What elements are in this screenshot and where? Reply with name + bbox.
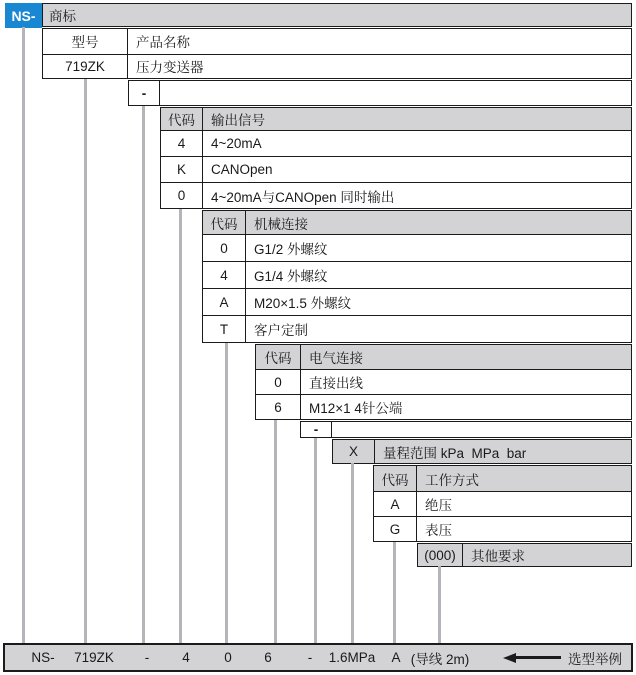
other-label-cell: 其他要求 (471, 549, 525, 564)
example-part-output: 4 (182, 650, 190, 665)
separator2-inner-row (301, 422, 631, 437)
code-cell: 4 (203, 262, 246, 288)
output-signal-header-row (161, 108, 631, 130)
output-signal-row (161, 156, 631, 182)
selection-example-bar (3, 643, 633, 672)
model-value-cell: 719ZK (43, 55, 128, 79)
electrical-row (256, 394, 631, 419)
code-header-cell: 代码 (374, 466, 417, 491)
electrical-header-label: 电气连接 (309, 351, 363, 366)
left-arrow-icon (503, 645, 561, 670)
other-requirements-row (417, 543, 632, 567)
other-requirements-inner-row (418, 544, 631, 566)
working-mode-header-row (374, 466, 631, 491)
connector-line (438, 566, 441, 645)
example-caption: 选型举例 (568, 651, 622, 667)
electrical-header-row (256, 345, 631, 369)
connector-line (22, 27, 25, 645)
separator2-dash-cell: - (301, 422, 332, 437)
output-signal-row (161, 130, 631, 156)
mechanical-header-label: 机械连接 (254, 216, 308, 232)
code-cell: 0 (161, 183, 203, 208)
code-cell: G (374, 517, 417, 541)
product-name-value-cell: 压力变送器 (136, 60, 204, 76)
connector-line (274, 420, 277, 645)
model-header-row (43, 29, 631, 54)
example-part-dash1: - (144, 650, 150, 665)
code-cell: 4 (161, 131, 203, 156)
label-cell: 客户定制 (254, 323, 308, 338)
mechanical-header-row (203, 211, 631, 234)
connector-line (179, 209, 182, 645)
code-cell: A (203, 289, 246, 315)
connector-line (393, 542, 396, 645)
label-cell: 4~20mA与CANOpen 同时输出 (211, 189, 395, 205)
code-cell: 0 (203, 235, 246, 261)
label-cell: 4~20mA (211, 136, 262, 151)
code-cell: 0 (256, 370, 301, 394)
working-mode-row (374, 491, 631, 516)
label-cell: CANOpen (211, 162, 273, 177)
mechanical-table (202, 210, 632, 343)
label-cell: 绝压 (425, 498, 452, 513)
separator2-row (300, 421, 632, 438)
label-cell: M12×1 4针公端 (309, 401, 403, 416)
model-table (42, 28, 632, 79)
example-part-mechanical: 0 (224, 650, 232, 665)
label-cell: 直接出线 (309, 376, 363, 391)
working-mode-header-label: 工作方式 (425, 472, 479, 488)
example-part-model: 719ZK (74, 650, 114, 665)
separator1-inner-row (129, 81, 631, 105)
mechanical-row (203, 261, 631, 288)
connector-line (142, 106, 145, 645)
model-value-row (43, 54, 631, 79)
connector-line (84, 79, 87, 645)
code-cell: K (161, 157, 203, 182)
electrical-row (256, 369, 631, 394)
label-cell: G1/2 外螺纹 (254, 242, 328, 257)
example-part-dash2: - (307, 650, 313, 665)
output-signal-table (160, 107, 632, 209)
electrical-table (255, 344, 632, 420)
model-header-cell: 型号 (43, 29, 128, 54)
brand-prefix-text: NS- (11, 7, 36, 24)
mechanical-row (203, 315, 631, 342)
example-part-range: 1.6MPa (328, 650, 376, 665)
connector-line (351, 463, 354, 645)
trademark-label: 商标 (49, 9, 76, 24)
label-cell: M20×1.5 外螺纹 (254, 296, 352, 311)
range-code-cell: X (333, 440, 375, 463)
code-header-cell: 代码 (203, 211, 246, 234)
separator1-empty-cell (160, 81, 631, 105)
label-cell: G1/4 外螺纹 (254, 269, 328, 284)
range-inner-row (333, 440, 631, 463)
connector-line (225, 343, 228, 645)
example-part-brand: NS- (31, 650, 55, 665)
mechanical-row (203, 288, 631, 315)
separator1-row (128, 80, 632, 106)
code-header-cell: 代码 (256, 345, 301, 369)
range-row (332, 439, 632, 464)
connector-line (314, 438, 317, 645)
other-code-cell: (000) (418, 544, 463, 566)
brand-prefix-box (5, 3, 42, 28)
code-header-cell: 代码 (161, 108, 203, 130)
trademark-header-row (43, 4, 631, 26)
example-part-other: (导线 2m) (410, 651, 470, 667)
code-cell: T (203, 316, 246, 342)
code-cell: 6 (256, 395, 301, 419)
output-signal-header-label: 输出信号 (211, 113, 265, 128)
product-name-header-cell: 产品名称 (136, 35, 190, 51)
working-mode-row (374, 516, 631, 541)
output-signal-row (161, 182, 631, 208)
label-cell: 表压 (425, 523, 452, 538)
mechanical-row (203, 234, 631, 261)
example-part-electrical: 6 (264, 650, 272, 665)
separator1-dash-cell: - (129, 81, 160, 105)
example-part-mode: A (391, 650, 401, 665)
working-mode-table (373, 465, 632, 542)
trademark-row (42, 3, 632, 27)
separator2-empty-cell (332, 422, 631, 437)
code-cell: A (374, 492, 417, 516)
range-label-cell: 量程范围 kPa MPa bar (383, 445, 527, 461)
